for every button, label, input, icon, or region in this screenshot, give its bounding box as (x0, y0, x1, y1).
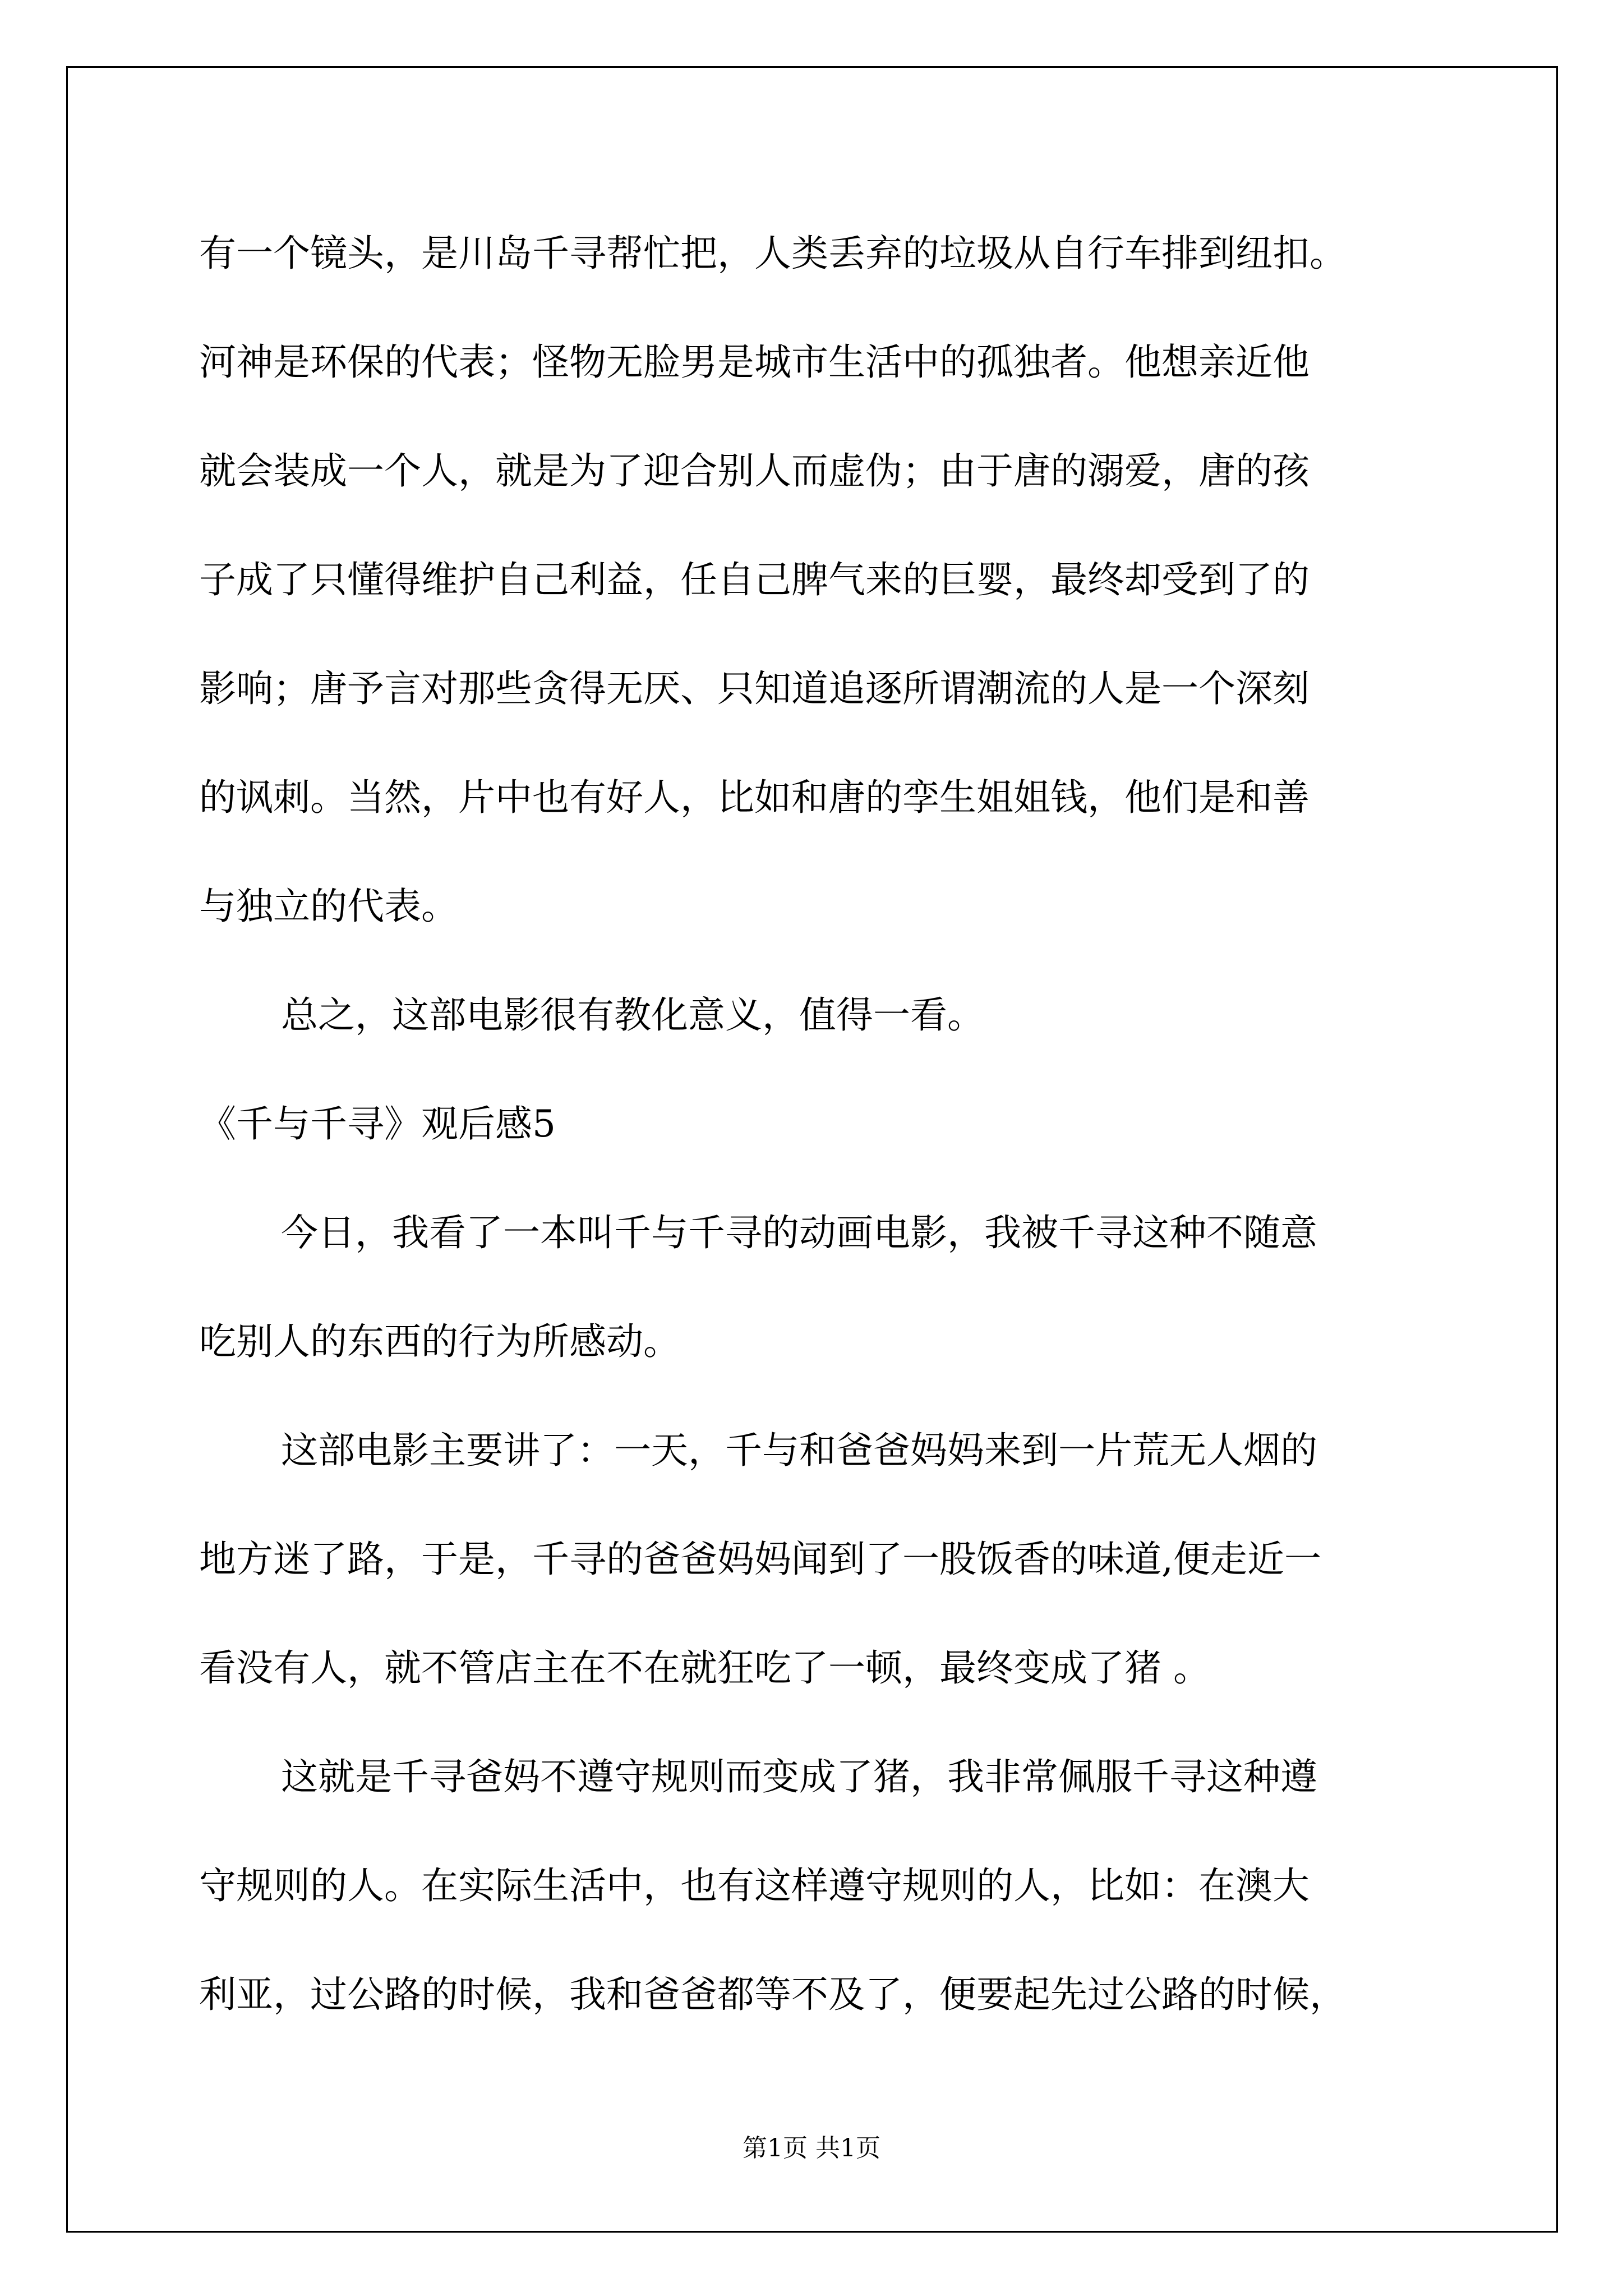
text-line-7: 与独立的代表。 (199, 885, 458, 928)
page-footer: 第1页 共1页 (743, 2134, 880, 2162)
text-line-10: 今日，我看了一本叫千与千寻的动画电影，我被千寻这种不随意 (281, 1211, 1317, 1254)
text-line-8: 总之，这部电影很有教化意义，值得一看。 (281, 993, 984, 1037)
text-line-3: 就会装成一个人，就是为了迎合别人而虚伪；由于唐的溺爱，唐的孩 (199, 449, 1310, 493)
text-line-15: 这就是千寻爸妈不遵守规则而变成了猪，我非常佩服千寻这种遵 (281, 1755, 1317, 1798)
text-line-6: 的讽刺。当然，片中也有好人，比如和唐的孪生姐姐钱，他们是和善 (199, 776, 1310, 819)
text-line-17: 利亚，过公路的时候，我和爸爸都等不及了，便要起先过公路的时候， (199, 1973, 1347, 2016)
text-line-16: 守规则的人。在实际生活中，也有这样遵守规则的人，比如：在澳大 (199, 1864, 1310, 1907)
text-line-13: 地方迷了路，于是，千寻的爸爸妈妈闻到了一股饭香的味道,便走近一 (199, 1538, 1321, 1581)
document-body (199, 199, 1441, 2049)
text-line-12: 这部电影主要讲了：一天，千与和爸爸妈妈来到一片荒无人烟的 (281, 1429, 1317, 1472)
text-line-11: 吃别人的东西的行为所感动。 (199, 1320, 680, 1363)
text-line-1: 有一个镜头，是川岛千寻帮忙把，人类丢弃的垃圾从自行车排到纽扣。 (199, 232, 1347, 275)
text-line-2: 河神是环保的代表；怪物无脸男是城市生活中的孤独者。他想亲近他 (199, 341, 1310, 384)
section-heading: 《千与千寻》观后感5 (199, 1102, 556, 1145)
text-line-4: 子成了只懂得维护自己利益，任自己脾气来的巨婴，最终却受到了的 (199, 558, 1310, 601)
text-line-5: 影响；唐予言对那些贪得无厌、只知道追逐所谓潮流的人是一个深刻 (199, 667, 1310, 710)
text-line-14: 看没有人，就不管店主在不在就狂吃了一顿，最终变成了猪 。 (199, 1646, 1210, 1690)
